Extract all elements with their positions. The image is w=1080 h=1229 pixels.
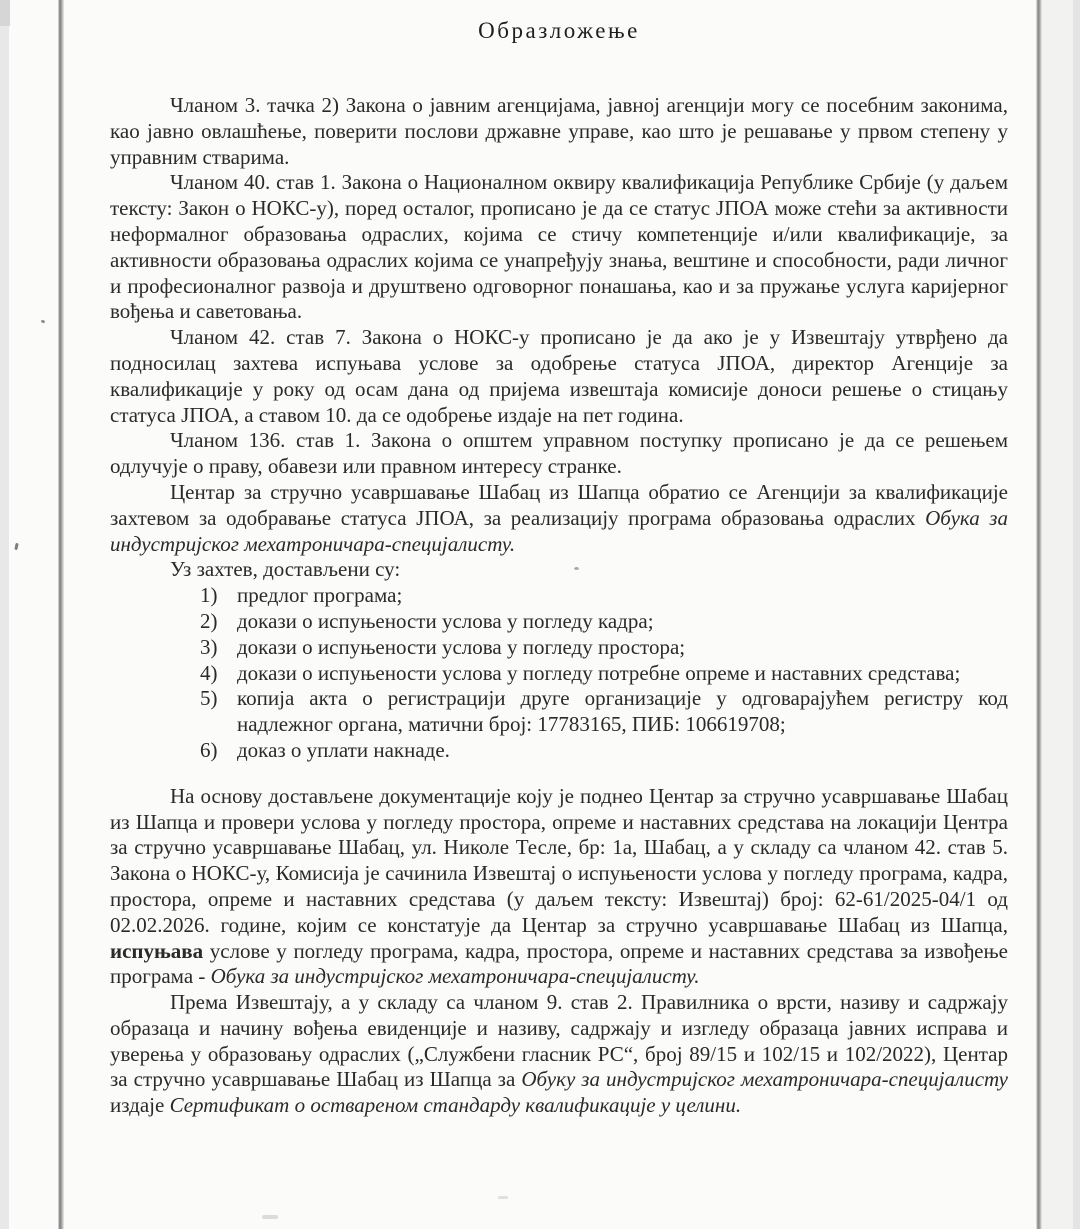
scan-left-margin xyxy=(0,0,9,1229)
paragraph xyxy=(110,325,1008,428)
blank-line xyxy=(110,764,1008,784)
paragraph xyxy=(110,480,1008,557)
page-title: Образложење xyxy=(478,18,640,43)
scan-speck xyxy=(41,319,46,323)
scan-left-corner-shadow xyxy=(0,0,10,26)
list-item-number: 3) xyxy=(200,634,218,659)
text-run: испуњава xyxy=(110,938,204,963)
text-run: Центар за стручно усавршавање Шабац из Шапца обратио се Агенцији за квалификације захтевом за одобравање статуса ЈПОА, за реализацију програма образовања одраслих xyxy=(110,479,1008,530)
scan-speck xyxy=(498,1196,508,1199)
text-run: Чланом 3. тачка 2) Закона о јавним агенцијама, јавној агенцији могу се посебним законима, као јавно овлашћење, поверити послови државне управе, као што је решавање у првом степену у управним стварима. xyxy=(110,93,1008,169)
text-run: Чланом 40. став 1. Закона о Националном оквиру квалификација Републике Србије (у даљем тексту: Закон о НОКС-у), поред осталог, прописано је да се статус ЈПОА може стећи за активности неформалног образовања одраслих, којима се стичу компетенције и/или квалификације, за активности образовања одраслих којима се унапређују знања, вештине и способности, ради личног и професионалног развоја и друштвено одговорног понашања, као и за пружање услуга каријерног вођења и саветовања. xyxy=(110,170,1008,324)
list-item-number: 5) xyxy=(200,686,218,711)
paragraph xyxy=(110,990,1008,1119)
list-item-number: 2) xyxy=(200,608,218,633)
text-run: копија акта о регистрацији друге организације у одговарајућем регистру код надлежног органа, матични број: 17783165, ПИБ: 106619708; xyxy=(237,686,1008,737)
text-run: Обука за индустријског мехатроничара-специјалисту. xyxy=(210,964,700,989)
text-run: издаје xyxy=(110,1093,170,1118)
list-item xyxy=(110,609,1008,635)
paragraph xyxy=(110,784,1008,990)
text-run: На основу достављене документације коју је поднео Центар за стручно усавршавање Шабац из Шапца и провери услова у погледу простора, опреме и наставних средстава на локацији Центра за стручно усавршавање Шабац, ул. Николе Тесле, бр: 1а, Шабац, а у складу са чланом 42. став 5. Закона о НОКС-у, Комисија је сачинила Извештај о испуњености услова у погледу програма, кадра, простора, опреме и наставних средстава (у даљем тексту: Извештај) број: 62-61/2025-04/1 од 02.02.2026. године, којим се констатује да Центар за стручно усавршавање Шабац из Шапца, xyxy=(110,783,1008,937)
paragraph xyxy=(110,93,1008,170)
text-run: докази о испуњености услова у погледу потребне опреме и наставних средстава; xyxy=(237,660,961,685)
text-run: Чланом 42. став 7. Закона о НОКС-у прописано је да ако је у Извештају утврђено да подносилац захтева испуњава услове за одобрење статуса ЈПОА, директор Агенције за квалификације у року од осам дана од пријема извештаја комисије доноси решење о стицању статуса ЈПОА, а ставом 10. да се одобрење издаје на пет година. xyxy=(110,325,1008,427)
text-run: Чланом 136. став 1. Закона о општем управном поступку прописано је да се решењем одлучује о праву, обавези или правном интересу странке. xyxy=(110,428,1008,479)
text-run: Обука за индустријског мехатроничара-специјалисту. xyxy=(110,505,1008,556)
text-run: услове у погледу програма, кадра, простора, опреме и наставних средстава за извођење програма - xyxy=(110,938,1008,989)
text-run: Уз захтев, достављени су: xyxy=(170,557,401,582)
scan-fold-line-left xyxy=(58,0,64,1229)
scan-speck xyxy=(262,1215,278,1219)
document-body xyxy=(110,93,1008,1119)
list-item-number: 4) xyxy=(200,660,218,685)
paragraph xyxy=(110,170,1008,325)
list-item xyxy=(110,661,1008,687)
list-item-number: 6) xyxy=(200,737,218,762)
text-run: докази о испуњености услова у погледу простора; xyxy=(237,634,686,659)
list-item-number: 1) xyxy=(200,583,218,608)
list-item xyxy=(110,583,1008,609)
text-run: Обуку за индустријског мехатроничара-специјалисту xyxy=(521,1067,1008,1092)
text-run: предлог програма; xyxy=(237,583,403,608)
document-content xyxy=(110,16,1008,1119)
paragraph xyxy=(110,557,1008,583)
text-run: Према Извештају, а у складу са чланом 9. став 2. Правилника о врсти, називу и садржају образаца и начину вођења евиденције и називу, садржају и изгледу образаца јавних исправа и уверења у образовању одраслих („Службени гласник РС“, број 89/15 и 102/15 и 102/2022), Центар за стручно усавршавање Шабац из Шапца за xyxy=(110,990,1008,1092)
list-item xyxy=(110,738,1008,764)
scan-speck xyxy=(14,543,18,550)
list-item xyxy=(110,686,1008,738)
text-run: докази о испуњености услова у погледу кадра; xyxy=(237,608,654,633)
list-item xyxy=(110,635,1008,661)
scan-right-edge-strip xyxy=(1073,0,1080,1229)
text-run: доказ о уплати накнаде. xyxy=(237,737,450,762)
paragraph xyxy=(110,428,1008,480)
text-run: Сертификат о оствареном стандарду квалификације у целини. xyxy=(169,1093,742,1118)
scan-fold-line-right xyxy=(1036,0,1042,1229)
